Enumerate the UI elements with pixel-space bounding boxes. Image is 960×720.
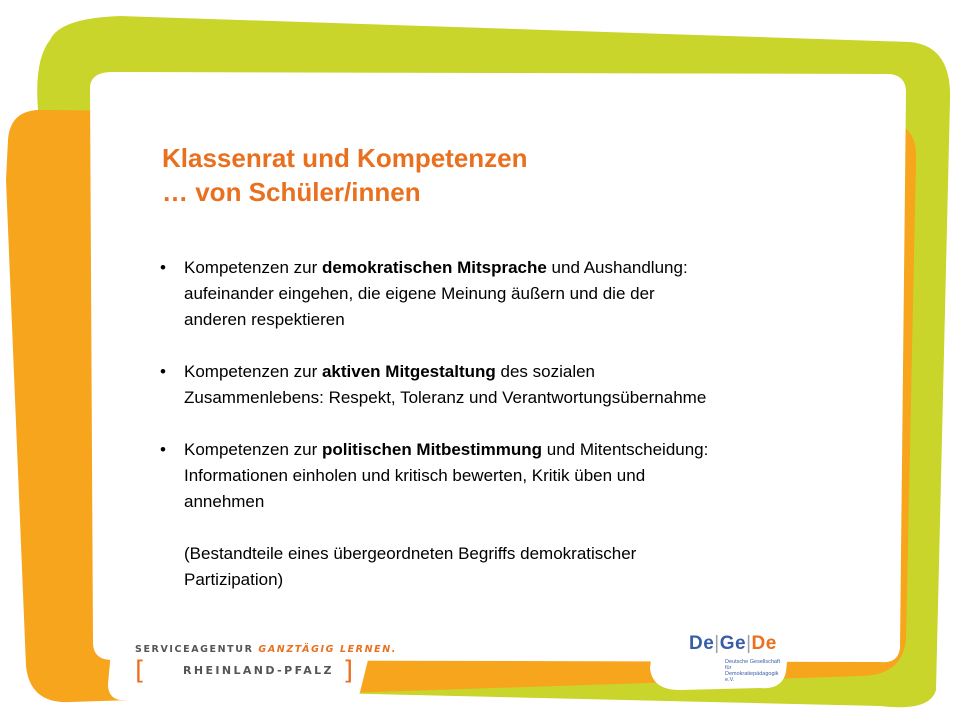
bracket-left-icon: [ xyxy=(135,656,146,686)
bullet-marker: • xyxy=(160,440,166,459)
bullet-text-bold: aktiven Mitgestaltung xyxy=(321,362,496,381)
bullet-item xyxy=(160,359,720,411)
degede-ge: Ge xyxy=(719,633,747,654)
bullet-text-post: des sozialen Zusammenlebens: Respekt, Toleranz und Verantwortungsübernahme xyxy=(184,362,707,407)
bullet-text-pre: Kompetenzen zur xyxy=(184,362,322,381)
serviceagentur-label xyxy=(135,644,397,655)
bullet-text-pre: Kompetenzen zur xyxy=(184,258,322,277)
region-label: RHEINLAND-PFALZ xyxy=(183,664,334,677)
title-line-1: Klassenrat und Kompetenzen xyxy=(162,143,528,173)
serviceagentur-emph: GANZTÄGIG LERNEN. xyxy=(258,644,398,655)
serviceagentur-prefix: SERVICEAGENTUR xyxy=(135,644,254,655)
serviceagentur-logo xyxy=(105,628,398,696)
degede-wordmark xyxy=(689,633,777,655)
bullet-item xyxy=(160,255,720,333)
bullet-text-bold: demokratischen Mitsprache xyxy=(321,258,547,277)
bullet-list xyxy=(160,255,720,593)
degede-de2: De xyxy=(751,633,777,654)
bullet-item xyxy=(160,437,720,515)
bullet-text-bold: politischen Mitbestimmung xyxy=(321,440,543,459)
degede-sep2: | xyxy=(746,633,752,654)
footnote-text: (Bestandteile eines übergeordneten Begriffs demokratischer Partizipation) xyxy=(184,544,637,589)
bullet-marker: • xyxy=(160,258,166,277)
bullet-text-pre: Kompetenzen zur xyxy=(184,440,322,459)
bullet-marker: • xyxy=(160,362,166,381)
degede-de1: De xyxy=(689,633,715,654)
bracket-right-icon: ] xyxy=(343,656,354,686)
slide-title xyxy=(162,141,528,209)
degede-subtitle: Deutsche Gesellschaft für Demokratiepädagogik e.V. xyxy=(725,659,781,683)
title-line-2: … von Schüler/innen xyxy=(162,177,421,207)
degede-logo xyxy=(645,615,790,685)
bullet-text-post: und Mitentscheidung: Informationen einholen und kritisch bewerten, Kritik üben und annehmen xyxy=(184,440,709,511)
bullet-text-post: und Aushandlung: aufeinander eingehen, die eigene Meinung äußern und die der anderen respektieren xyxy=(184,258,688,329)
degede-sep1: | xyxy=(714,633,720,654)
